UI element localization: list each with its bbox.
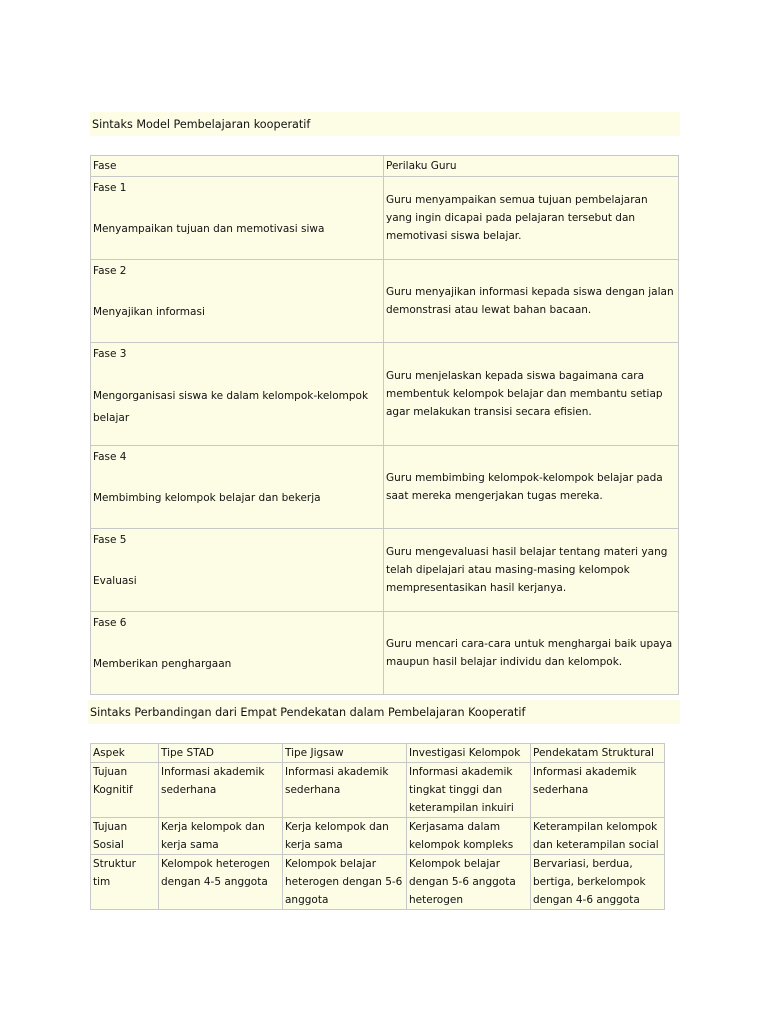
fase-cell xyxy=(91,612,384,695)
table-row xyxy=(91,343,679,446)
table-cell: Kerja kelompok dan kerja sama xyxy=(283,818,407,855)
table-cell: Kerja kelompok dan kerja sama xyxy=(159,818,283,855)
fase-cell xyxy=(91,177,384,260)
table-cell: Informasi akademik sederhana xyxy=(159,763,283,818)
table-cell: Kelompok belajar dengan 5-6 anggota heterogen xyxy=(407,855,531,910)
table-cell: Keterampilan kelompok dan keterampilan social xyxy=(531,818,665,855)
fase-label: Fase 4 xyxy=(93,451,127,463)
guru-cell: Guru menjelaskan kepada siswa bagaimana cara membentuk kelompok belajar dan membantu setiap agar melakukan transisi secara efisien. xyxy=(384,343,679,446)
guru-cell: Guru menyajikan informasi kepada siswa dengan jalan demonstrasi atau lewat bahan bacaan. xyxy=(384,260,679,343)
table-row xyxy=(91,446,679,529)
fase-description: Mengorganisasi siswa ke dalam kelompok-kelompok belajar xyxy=(93,390,369,424)
table-cell: Informasi akademik sederhana xyxy=(531,763,665,818)
fase-cell xyxy=(91,446,384,529)
table-cell: Tujuan Kognitif xyxy=(91,763,159,818)
fase-label: Fase 6 xyxy=(93,617,127,629)
table-row xyxy=(91,177,679,260)
header-struktural: Pendekatam Struktural xyxy=(531,744,665,763)
fase-cell xyxy=(91,529,384,612)
table-row xyxy=(91,529,679,612)
table-cell: Tujuan Sosial xyxy=(91,818,159,855)
fase-label: Fase 2 xyxy=(93,265,127,277)
fase-cell xyxy=(91,343,384,446)
header-stad: Tipe STAD xyxy=(159,744,283,763)
table-header-row xyxy=(91,744,665,763)
table2-title: Sintaks Perbandingan dari Empat Pendekatan dalam Pembelajaran Kooperatif xyxy=(88,700,680,724)
table-cell: Kerjasama dalam kelompok kompleks xyxy=(407,818,531,855)
table-cell: Informasi akademik sederhana xyxy=(283,763,407,818)
header-jigsaw: Tipe Jigsaw xyxy=(283,744,407,763)
guru-cell: Guru mengevaluasi hasil belajar tentang materi yang telah dipelajari atau masing-masing kelompok mempresentasikan hasil kerjanya. xyxy=(384,529,679,612)
guru-cell: Guru mencari cara-cara untuk menghargai baik upaya maupun hasil belajar individu dan kelompok. xyxy=(384,612,679,695)
fase-description: Menyampaikan tujuan dan memotivasi siwa xyxy=(93,223,325,235)
table-cell: Struktur tim xyxy=(91,855,159,910)
fase-description: Menyajikan informasi xyxy=(93,306,205,318)
table-row xyxy=(91,763,665,818)
fase-description: Evaluasi xyxy=(93,575,137,587)
table-row xyxy=(91,855,665,910)
table-cell: Kelompok belajar heterogen dengan 5-6 anggota xyxy=(283,855,407,910)
header-perilaku-guru: Perilaku Guru xyxy=(384,156,679,177)
table1-title: Sintaks Model Pembelajaran kooperatif xyxy=(90,112,680,136)
fase-description: Memberikan penghargaan xyxy=(93,658,232,670)
fase-label: Fase 5 xyxy=(93,534,127,546)
table-cell: Kelompok heterogen dengan 4-5 anggota xyxy=(159,855,283,910)
comparison-table xyxy=(90,743,665,910)
header-aspek: Aspek xyxy=(91,744,159,763)
header-fase: Fase xyxy=(91,156,384,177)
table-row xyxy=(91,260,679,343)
guru-cell: Guru membimbing kelompok-kelompok belajar pada saat mereka mengerjakan tugas mereka. xyxy=(384,446,679,529)
fase-cell xyxy=(91,260,384,343)
fase-label: Fase 3 xyxy=(93,348,127,360)
table-row xyxy=(91,612,679,695)
table-row xyxy=(91,818,665,855)
fase-label: Fase 1 xyxy=(93,182,127,194)
table-header-row xyxy=(91,156,679,177)
header-investigasi: Investigasi Kelompok xyxy=(407,744,531,763)
guru-cell: Guru menyampaikan semua tujuan pembelajaran yang ingin dicapai pada pelajaran tersebut dan memotivasi siswa belajar. xyxy=(384,177,679,260)
table-cell: Informasi akademik tingkat tinggi dan keterampilan inkuiri xyxy=(407,763,531,818)
syntax-table xyxy=(90,155,679,695)
table-cell: Bervariasi, berdua, bertiga, berkelompok dengan 4-6 anggota xyxy=(531,855,665,910)
fase-description: Membimbing kelompok belajar dan bekerja xyxy=(93,492,321,504)
